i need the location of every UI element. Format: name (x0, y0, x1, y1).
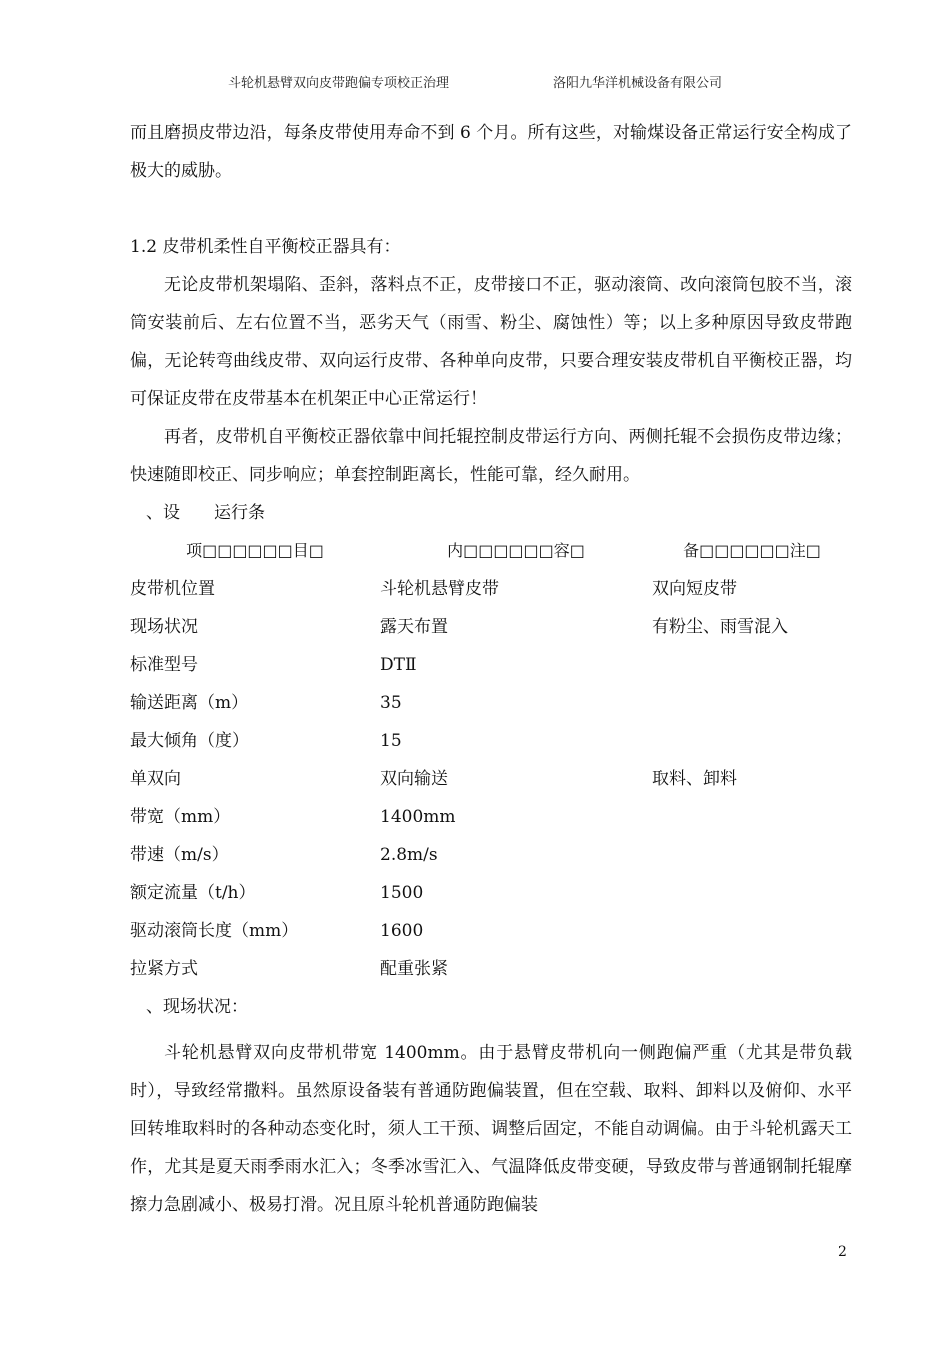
spacer (130, 1026, 852, 1034)
table-cell-remark (652, 836, 852, 874)
table-cell-content: 1500 (380, 883, 424, 903)
table-header-row (130, 532, 852, 570)
table-header-content: 内□□□□□□容□ (447, 541, 585, 560)
table-cell-content: 双向输送 (380, 769, 448, 789)
table-row (130, 608, 852, 646)
site-paragraph: 斗轮机悬臂双向皮带机带宽 1400mm。由于悬臂皮带机向一侧跑偏严重（尤其是带负载时），导致经常撒料。虽然原设备装有普通防跑偏装置，但在空载、取料、卸料以及俯仰、水平回转堆取料时的各种动态变化时，须人工干预、调整后固定，不能自动调偏。由于斗轮机露天工作，尤其是夏天雨季雨水汇入；冬季冰雪汇入、气温降低皮带变硬，导致皮带与普通钢制托辊摩擦力急剧减小、极易打滑。况且原斗轮机普通防跑偏装 (130, 1043, 852, 1215)
header-company: 洛阳九华洋机械设备有限公司 (553, 76, 723, 91)
table-row (130, 836, 852, 874)
table-cell-content: 1400mm (380, 807, 456, 827)
table-row (130, 646, 852, 684)
table-cell-item: 皮带机位置 (130, 579, 215, 599)
table-cell-item: 输送距离（m） (130, 693, 249, 713)
table-cell-remark (652, 798, 852, 836)
table-cell-remark (652, 722, 852, 760)
header-title: 斗轮机悬臂双向皮带跑偏专项校正治理 (228, 76, 450, 91)
table-cell-remark (652, 646, 852, 684)
table-cell-remark (652, 874, 852, 912)
table-cell-item: 单双向 (130, 769, 181, 789)
table-cell-content: 2.8m/s (380, 845, 438, 865)
table-cell-content: 1600 (380, 921, 424, 941)
table-row (130, 874, 852, 912)
site-section-heading: 、现场状况： (146, 997, 248, 1017)
table-cell-remark: 有粉尘、雨雪混入 (652, 617, 788, 637)
table-row (130, 798, 852, 836)
equipment-spec-table (130, 532, 852, 988)
table-row (130, 722, 852, 760)
table-header-item: 项□□□□□□目□ (186, 541, 324, 560)
table-cell-remark (652, 912, 852, 950)
table-cell-item: 标准型号 (130, 655, 198, 675)
table-cell-content: 35 (380, 693, 402, 713)
spacer (130, 190, 852, 228)
table-cell-content: DTⅡ (380, 655, 417, 675)
equipment-section-heading: 、设 运行条 (146, 503, 265, 523)
table-cell-remark: 取料、卸料 (652, 769, 737, 789)
table-cell-content: 配重张紧 (380, 959, 448, 979)
table-header-remark: 备□□□□□□注□ (683, 541, 821, 560)
table-cell-item: 额定流量（t/h） (130, 883, 256, 903)
section-1-2-heading: 1.2 皮带机柔性自平衡校正器具有： (130, 237, 401, 257)
table-cell-item: 最大倾角（度） (130, 731, 249, 751)
table-cell-item: 带宽（mm） (130, 807, 231, 827)
table-row (130, 950, 852, 988)
table-row (130, 570, 852, 608)
table-cell-item: 拉紧方式 (130, 959, 198, 979)
table-cell-remark (652, 950, 852, 988)
table-row (130, 912, 852, 950)
table-cell-content: 斗轮机悬臂皮带 (380, 579, 499, 599)
table-cell-content: 15 (380, 731, 402, 751)
page-header (0, 72, 950, 92)
table-cell-remark: 双向短皮带 (652, 579, 737, 599)
table-cell-remark (652, 684, 852, 722)
table-cell-item: 带速（m/s） (130, 845, 229, 865)
table-row (130, 684, 852, 722)
section-1-2-paragraph-2: 再者，皮带机自平衡校正器依靠中间托辊控制皮带运行方向、两侧托辊不会损伤皮带边缘；快速随即校正、同步响应；单套控制距离长，性能可靠，经久耐用。 (130, 427, 852, 485)
intro-paragraph: 而且磨损皮带边沿，每条皮带使用寿命不到 6 个月。所有这些，对输煤设备正常运行安全构成了极大的威胁。 (130, 123, 852, 181)
table-cell-content: 露天布置 (380, 617, 448, 637)
section-1-2-paragraph-1: 无论皮带机架塌陷、歪斜，落料点不正，皮带接口不正，驱动滚筒、改向滚筒包胶不当，滚筒安装前后、左右位置不当，恶劣天气（雨雪、粉尘、腐蚀性）等；以上多种原因导致皮带跑偏，无论转弯曲线皮带、双向运行皮带、各种单向皮带，只要合理安装皮带机自平衡校正器，均可保证皮带在皮带基本在机架正中心正常运行！ (130, 275, 852, 409)
table-cell-item: 现场状况 (130, 617, 198, 637)
table-row (130, 760, 852, 798)
table-cell-item: 驱动滚筒长度（mm） (130, 921, 299, 941)
document-body (130, 114, 852, 1224)
page-number: 2 (838, 1244, 847, 1260)
